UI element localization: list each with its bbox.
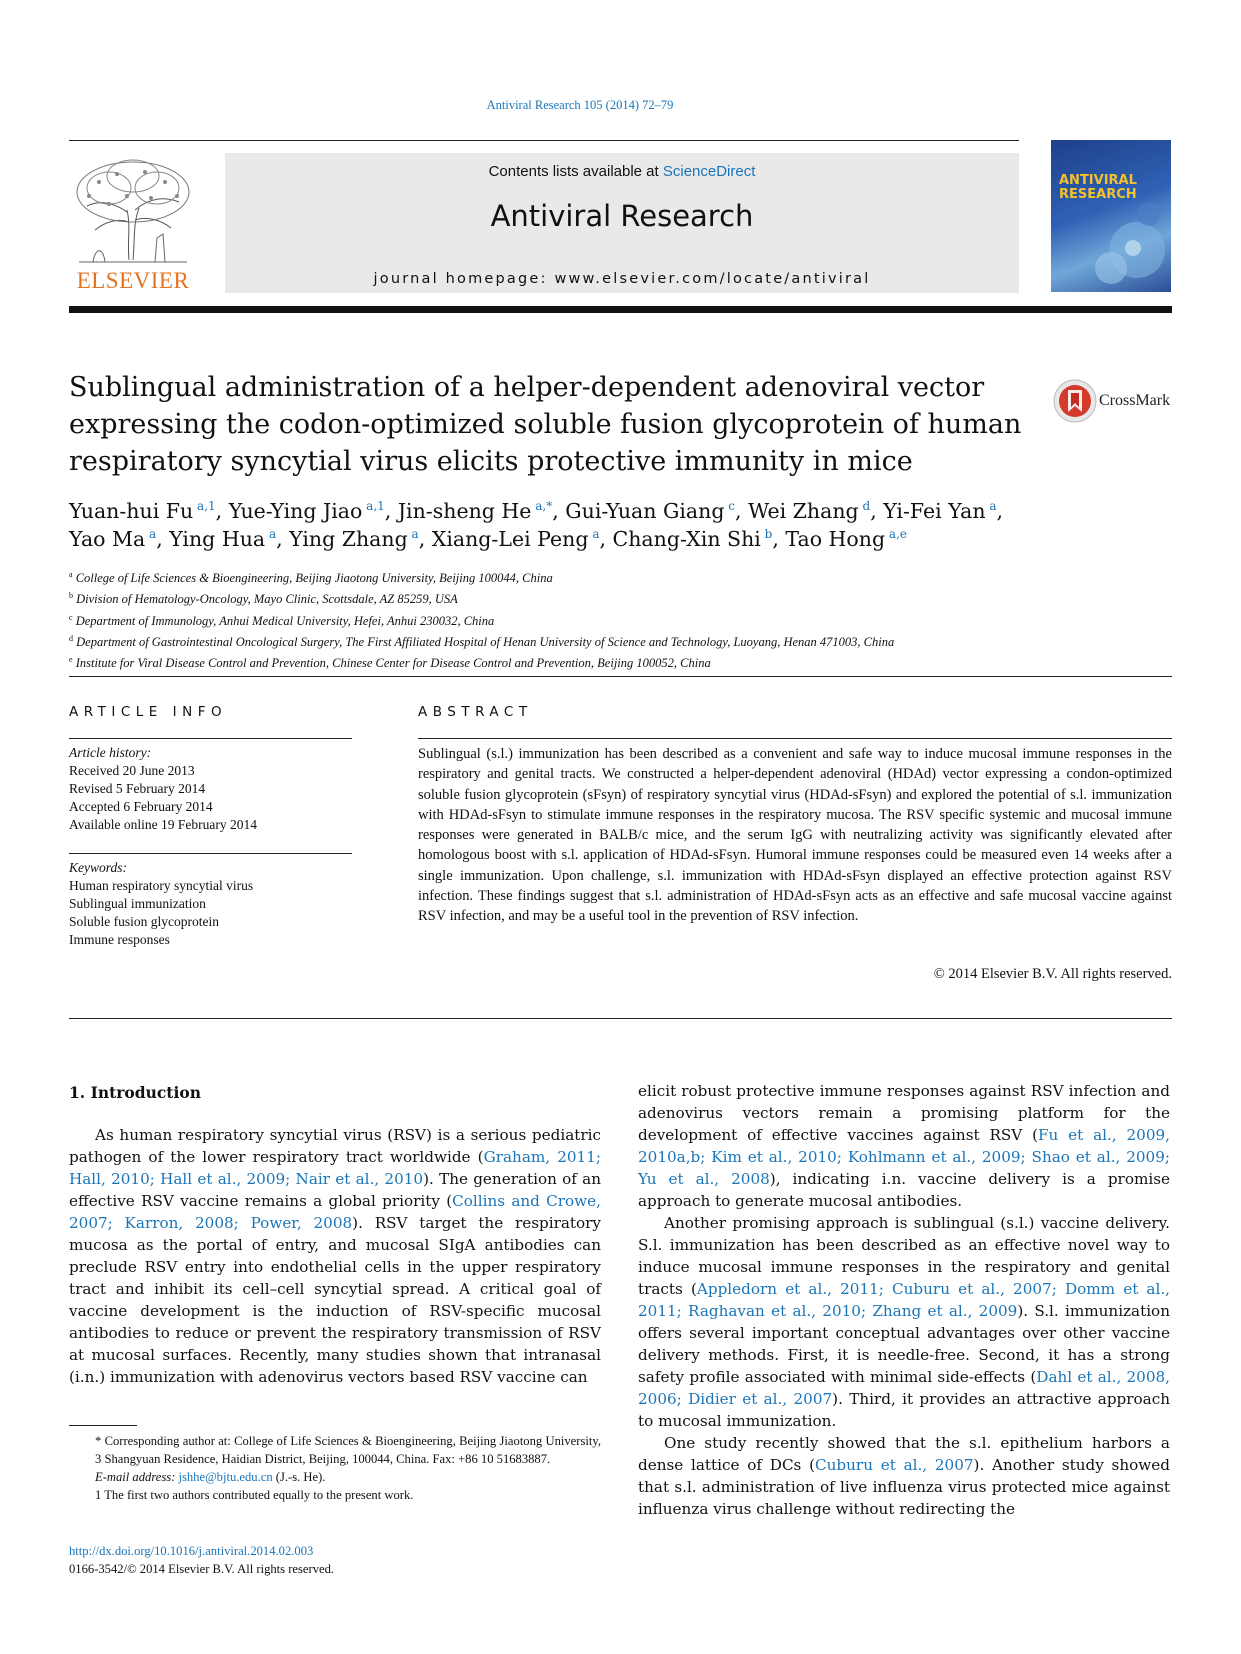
keywords-rule (69, 853, 352, 854)
affiliation-text: College of Life Sciences & Bioengineering, Beijing Jiaotong University, Beijing 100044, China (72, 571, 553, 586)
intro-paragraph (69, 1124, 601, 1388)
sciencedirect-link[interactable]: ScienceDirect (662, 163, 756, 180)
header-rule (69, 140, 1019, 141)
author-name: Xiang-Lei Peng (431, 527, 589, 551)
intro-paragraph (638, 1080, 1170, 1212)
journal-citation[interactable]: Antiviral Research 105 (2014) 72–79 (486, 98, 674, 112)
affiliation-key: a (69, 570, 73, 579)
intro-paragraph (638, 1432, 1170, 1520)
author-name: Yue-Ying Jiao (228, 499, 363, 523)
doi-link[interactable]: http://dx.doi.org/10.1016/j.antiviral.2014.02.003 (69, 1544, 314, 1558)
body-text: ). S.l. immunization offers several important conceptual advantages over other vaccine delivery methods. First, it is needle-free. Second, it has a strong safety profile associated with minimal side-effects ( (638, 1302, 1170, 1386)
affiliation-item (69, 566, 1169, 587)
author-name: Chang-Xin Shi (612, 527, 761, 551)
history-revised: Revised 5 February 2014 (69, 781, 206, 796)
keywords (69, 859, 352, 949)
affiliation-key: e (69, 655, 73, 665)
issn-copyright: 0166-3542/© 2014 Elsevier B.V. All rights reserved. (69, 1562, 335, 1576)
abstract-heading: ABSTRACT (418, 704, 533, 720)
affiliation-text: Department of Immunology, Anhui Medical University, Hefei, Anhui 230032, China (72, 613, 495, 628)
author-affiliation-marker[interactable]: a (985, 499, 997, 514)
affiliation-key: c (69, 612, 73, 622)
cover-title: ANTIVIRAL RESEARCH (1059, 173, 1137, 202)
author-name: Gui-Yuan Giang (565, 499, 725, 523)
doi-block (69, 1542, 334, 1578)
abstract-copyright: © 2014 Elsevier B.V. All rights reserved. (933, 966, 1172, 982)
citation-link[interactable]: Graham, 2011; Hall, 2010; Hall et al., 2009; Nair et al., 2010 (69, 1148, 601, 1188)
affiliation-item (69, 587, 1169, 608)
keyword-item: Soluble fusion glycoprotein (69, 914, 219, 929)
intro-left-column (69, 1124, 601, 1388)
author-name: Yuan-hui Fu (69, 499, 194, 523)
history-online: Available online 19 February 2014 (69, 817, 257, 832)
journal-homepage[interactable]: journal homepage: www.elsevier.com/locate/antiviral (373, 271, 871, 287)
author-name: Wei Zhang (748, 499, 859, 523)
email-label: E-mail address: (95, 1470, 179, 1484)
body-text: elicit robust protective immune responses against RSV infection and adenovirus vectors remain a promising platform for the development of effective vaccines against RSV ( (638, 1082, 1170, 1144)
email-link[interactable]: jshhe@bjtu.edu.cn (178, 1470, 273, 1484)
body-text: One study recently showed that the s.l. epithelium harbors a dense lattice of DCs ( (638, 1434, 1170, 1474)
body-text: ). RSV target the respiratory mucosa as the portal of entry, and mucosal SIgA antibodies can preclude RSV entry into endothelial cells in the upper respiratory tract and inhibit its cell–cell syncytial spread. A critical goal of vaccine development is the induction of RSV-specific mucosal antibodies to reduce or prevent the respiratory transmission of RSV at mucosal surfaces. Recently, many studies shown that intranasal (i.n.) immunization with adenovirus vectors based RSV vaccine can (69, 1214, 602, 1386)
affiliation-text: Institute for Viral Disease Control and Prevention, Chinese Center for Disease Control and Prevention, Beijing 100052, China (72, 656, 711, 671)
article-history (69, 744, 352, 834)
author-affiliation-marker[interactable]: a (588, 527, 600, 542)
affiliation-item (69, 630, 1169, 651)
author-affiliation-marker[interactable]: a (265, 527, 277, 542)
email-note (69, 1468, 601, 1486)
author-affiliation-marker[interactable]: a,1 (362, 499, 385, 514)
citation-link[interactable]: Cuburu et al., 2007 (815, 1456, 974, 1474)
affiliation-item (69, 609, 1169, 630)
contents-prefix: Contents lists available at (488, 163, 663, 180)
body-text: ). Third, it provides an attractive approach to mucosal immunization. (638, 1390, 1171, 1430)
body-text: ), indicating i.n. vaccine delivery is a promise approach to generate mucosal antibodies. (638, 1170, 1171, 1210)
introduction-heading: 1. Introduction (69, 1083, 201, 1102)
article-info-rule (69, 738, 352, 739)
history-received: Received 20 June 2013 (69, 763, 195, 778)
citation-link[interactable]: Fu et al., 2009, 2010a,b; Kim et al., 2010; Kohlmann et al., 2009; Shao et al., 2009; Yu et al., 2008 (638, 1126, 1170, 1188)
publisher-logo-text: ELSEVIER (76, 268, 190, 293)
body-text: As human respiratory syncytial virus (RSV) is a serious pediatric pathogen of the lower respiratory tract worldwide ( (69, 1126, 601, 1166)
affiliation-key: b (69, 591, 73, 601)
affiliation-text: Division of Hematology-Oncology, Mayo Clinic, Scottsdale, AZ 85259, USA (73, 592, 458, 607)
author-name: Ying Hua (169, 527, 266, 551)
author-affiliation-marker[interactable]: a,1 (193, 499, 216, 514)
abstract-bottom-rule (69, 1018, 1172, 1019)
affiliation-text: Department of Gastrointestinal Oncological Surgery, The First Affiliated Hospital of Henan University of Science and Technology, Luoyang, Henan 471003, China (73, 635, 895, 650)
author-name: Tao Hong (785, 527, 886, 551)
citation-link[interactable]: Appledorn et al., 2011; Cuburu et al., 2007; Domm et al., 2011; Raghavan et al., 2010; Zhang et al., 2009 (638, 1280, 1170, 1320)
footnote-rule (69, 1425, 137, 1426)
contents-line (225, 163, 1019, 180)
author-affiliation-marker[interactable]: a (407, 527, 419, 542)
journal-title: Antiviral Research (490, 199, 754, 233)
author-affiliation-marker[interactable]: a,* (531, 499, 553, 514)
abstract-rule (418, 738, 1172, 739)
keyword-item: Immune responses (69, 932, 170, 947)
affiliation-item (69, 651, 1169, 672)
intro-right-column (638, 1080, 1170, 1520)
history-label: Article history: (69, 745, 152, 760)
affiliation-key: d (69, 634, 73, 644)
citation-link[interactable]: Dahl et al., 2008, 2006; Didier et al., 2007 (638, 1368, 1171, 1408)
author-name: Yao Ma (69, 527, 146, 551)
article-info-heading: ARTICLE INFO (69, 704, 228, 720)
body-text: Another promising approach is sublingual (s.l.) vaccine delivery. S.l. immunization has been described as an effective novel way to induce mucosal immune responses in the respiratory and genital tracts ( (638, 1214, 1170, 1298)
author-affiliation-marker[interactable]: a (145, 527, 157, 542)
author-affiliation-marker[interactable]: d (858, 499, 871, 514)
author-list: Yuan-hui Fu $^{a,1}$, Yue-Ying Jiao $^{a,1}$, Jin-sheng He $^{a,*}$, Gui-Yuan Giang $^c$, Wei Zhang $^d$, Yi-Fei Yan $^a$, Yao Ma $^a$, Ying Hua $^a$, Ying Zhang $^a$, Xiang-Lei Peng $^a$, Chang-Xin Shi $^b$, Tao Hong $^{a,e}$ (69, 499, 1004, 551)
keyword-item: Human respiratory syncytial virus (69, 878, 254, 893)
affiliation-list (69, 566, 1169, 673)
keyword-item: Sublingual immunization (69, 896, 206, 911)
equal-contribution-note: 1 The first two authors contributed equally to the present work. (95, 1488, 414, 1502)
body-text: ). The generation of an effective RSV vaccine remains a global priority ( (69, 1170, 601, 1210)
author-name: Jin-sheng He (397, 499, 532, 523)
citation-link[interactable]: Collins and Crowe, 2007; Karron, 2008; Power, 2008 (69, 1192, 601, 1232)
author-affiliation-marker[interactable]: a,e (885, 527, 907, 542)
keywords-label: Keywords: (69, 860, 127, 875)
body-text: ). Another study showed that s.l. administration of live influenza virus protected mice against influenza virus challenge without redirecting the (638, 1456, 1170, 1518)
author-name: Yi-Fei Yan (883, 499, 986, 523)
cover-art (1051, 140, 1171, 292)
intro-paragraph (638, 1212, 1170, 1432)
author-name: Ying Zhang (289, 527, 408, 551)
email-suffix: (J.-s. He). (272, 1470, 326, 1484)
author-affiliation-marker[interactable]: c (724, 499, 736, 514)
journal-masthead (225, 153, 1019, 293)
abstract-body: Sublingual (s.l.) immunization has been described as a convenient and safe way to induce mucosal immune responses in the respiratory and genital tracts. We constructed a helper-dependent adenoviral (HDAd) vector expressing a condon-optimized soluble fusion glycoprotein (sFsyn) of respiratory syncytial virus (HDAd-sFsyn) and explored the potential of s.l. immunization with HDAd-sFsyn to stimulate immune responses in the respiratory mucosa. The RSV specific systemic and mucosal immune responses were generated in BALB/c mice, and the serum IgG with neutralizing activity was significantly elevated after homologous boost with s.l. application of HDAd-sFsyn. Humoral immune responses could be measured even 14 weeks after a single immunization. Upon challenge, s.l. immunization with HDAd-sFsyn displayed an effective protection against RSV infection. These findings suggest that s.l. administration of HDAd-sFsyn acts as an effective and safe mucosal vaccine against RSV infection, and may be a useful tool in the prevention of RSV infection. (418, 746, 1172, 925)
article-title: Sublingual administration of a helper-dependent adenoviral vector expressing the codon-optimized soluble fusion glycoprotein of human respiratory syncytial virus elicits protective immunity in mice (69, 372, 1022, 477)
author-affiliation-marker[interactable]: b (760, 527, 773, 542)
footnotes (69, 1432, 601, 1504)
section-rule (69, 676, 1172, 677)
crossmark-label[interactable]: CrossMark (1099, 392, 1171, 409)
journal-cover-image (1051, 140, 1171, 292)
corresponding-author-note: * Corresponding author at: College of Life Sciences & Bioengineering, Beijing Jiaotong University, 3 Shangyuan Residence, Haidian District, Beijing, 100044, China. Fax: +86 10 51683887. (95, 1434, 601, 1466)
header-thick-rule (69, 306, 1172, 313)
history-accepted: Accepted 6 February 2014 (69, 799, 213, 814)
